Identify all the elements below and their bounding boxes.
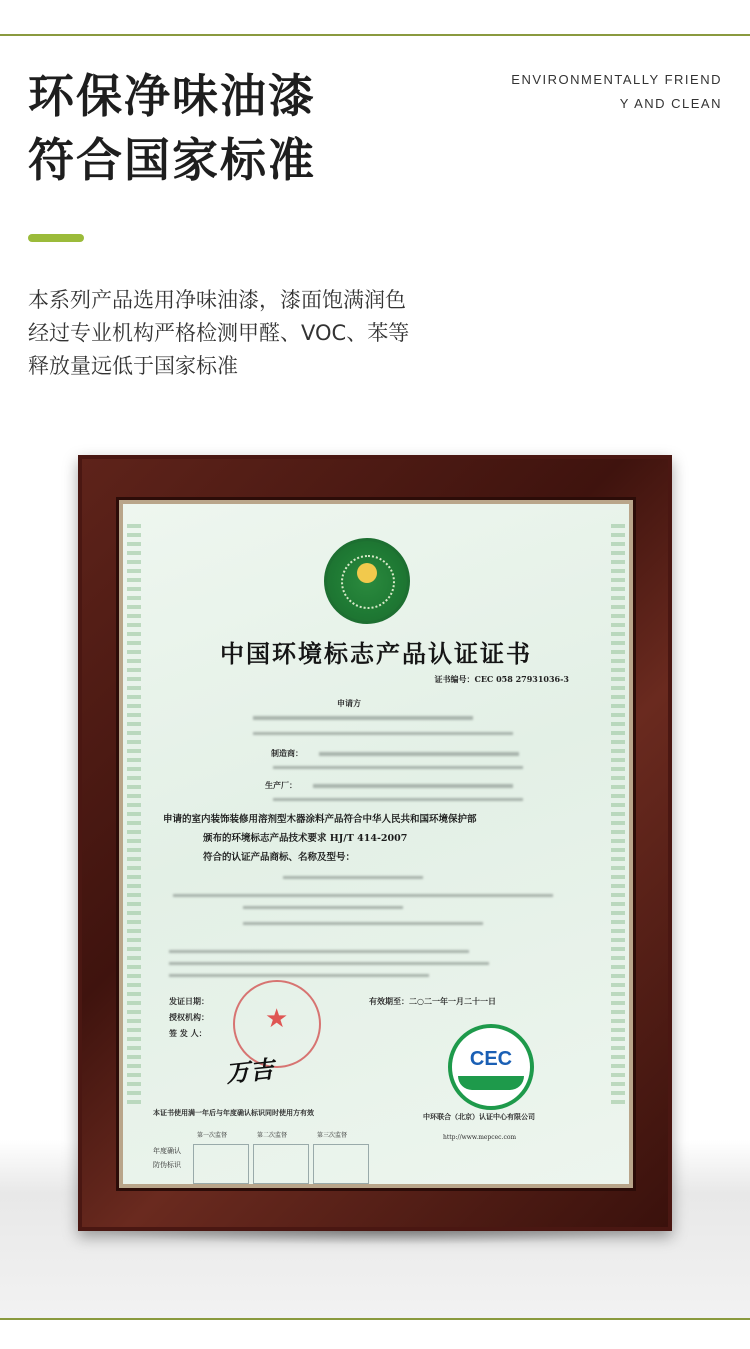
english-subtitle — [492, 68, 722, 116]
product-list-blurred-1 — [173, 894, 553, 897]
accent-bar — [28, 234, 84, 242]
body-line-1: 申请的室内装饰装修用溶剂型木器涂料产品符合中华人民共和国环境保护部 — [163, 814, 477, 825]
description-line-1: 本系列产品选用净味油漆，漆面饱满润色 — [28, 288, 406, 312]
frame-inner-edge — [116, 497, 636, 1191]
cec-logo — [448, 1024, 534, 1110]
signature-glyph-icon: 万吉 — [224, 1054, 276, 1089]
issue-date-label: 发证日期： — [169, 996, 209, 1006]
certificate-frame — [78, 455, 672, 1231]
factory-address-blurred — [273, 798, 523, 801]
factory-label: 生产厂： — [265, 780, 297, 790]
applicant-label: 申请方 — [337, 698, 361, 708]
seal-star-icon: ★ — [265, 1004, 289, 1034]
cec-wave-icon — [458, 1076, 524, 1090]
manufacturer-label: 制造商： — [271, 748, 303, 758]
stamp-box-1 — [193, 1144, 249, 1184]
product-model-blurred — [283, 876, 423, 879]
english-line-2: Y AND CLEAN — [619, 96, 722, 111]
body-line-2: 颁布的环境标志产品技术要求 HJ/T 414-2007 — [203, 833, 408, 844]
applicant-name-blurred — [253, 716, 473, 720]
issuing-website: http://www.mepcec.com — [443, 1134, 517, 1141]
product-note-blurred — [243, 922, 483, 925]
logo-sun-icon — [357, 563, 377, 583]
right-vine-border — [611, 524, 625, 1104]
left-vine-border — [127, 524, 141, 1104]
title-line-1: 环保净味油漆 — [28, 69, 316, 123]
cert-mode-blurred — [169, 950, 469, 953]
title-line-2: 符合国家标准 — [28, 133, 316, 187]
supervision-3: 第三次监督 — [317, 1132, 348, 1139]
factory-name-blurred — [313, 784, 513, 788]
cec-logo-text: CEC — [469, 1048, 513, 1070]
stamp-box-3 — [313, 1144, 369, 1184]
anti-fake-label: 防伪标识 — [153, 1161, 181, 1169]
certificate — [123, 504, 629, 1184]
cert-validity-blurred — [169, 974, 429, 977]
valid-date-label: 有效期至：二○二一年一月二十一日 — [369, 996, 496, 1006]
issuing-org: 中环联合（北京）认证中心有限公司 — [423, 1112, 535, 1121]
page-title — [28, 64, 448, 192]
description-line-2: 经过专业机构严格检测甲醛、VOC、苯等 — [28, 321, 410, 345]
cert-standard-blurred — [169, 962, 489, 965]
english-line-1: ENVIRONMENTALLY FRIEND — [511, 72, 722, 87]
manufacturer-name-blurred — [319, 752, 519, 756]
bottom-divider — [0, 1318, 750, 1320]
environmental-label-logo — [324, 538, 410, 624]
footer-note: 本证书使用满一年后与年度确认标识同时使用方有效 — [153, 1108, 314, 1117]
supervision-1: 第一次监督 — [197, 1132, 228, 1139]
product-list-blurred-2 — [243, 906, 403, 909]
supervision-2: 第二次监督 — [257, 1132, 288, 1139]
signer-label: 签 发 人： — [169, 1028, 207, 1038]
certificate-title: 中国环境标志产品认证证书 — [220, 639, 532, 668]
manufacturer-address-blurred — [273, 766, 523, 769]
description-line-3: 释放量远低于国家标准 — [28, 354, 238, 378]
applicant-address-blurred — [253, 732, 513, 735]
authority-label: 授权机构： — [169, 1012, 209, 1022]
stamp-box-2 — [253, 1144, 309, 1184]
frame-mat — [119, 500, 633, 1188]
certificate-number: 证书编号：CEC 058 27931036-3 — [434, 674, 569, 684]
body-line-3: 符合的认证产品商标、名称及型号： — [203, 852, 356, 863]
certificate-body — [163, 810, 563, 867]
top-divider — [0, 34, 750, 36]
description — [28, 284, 508, 383]
signature — [224, 1044, 326, 1089]
year-confirm-label: 年度确认 — [153, 1147, 181, 1155]
